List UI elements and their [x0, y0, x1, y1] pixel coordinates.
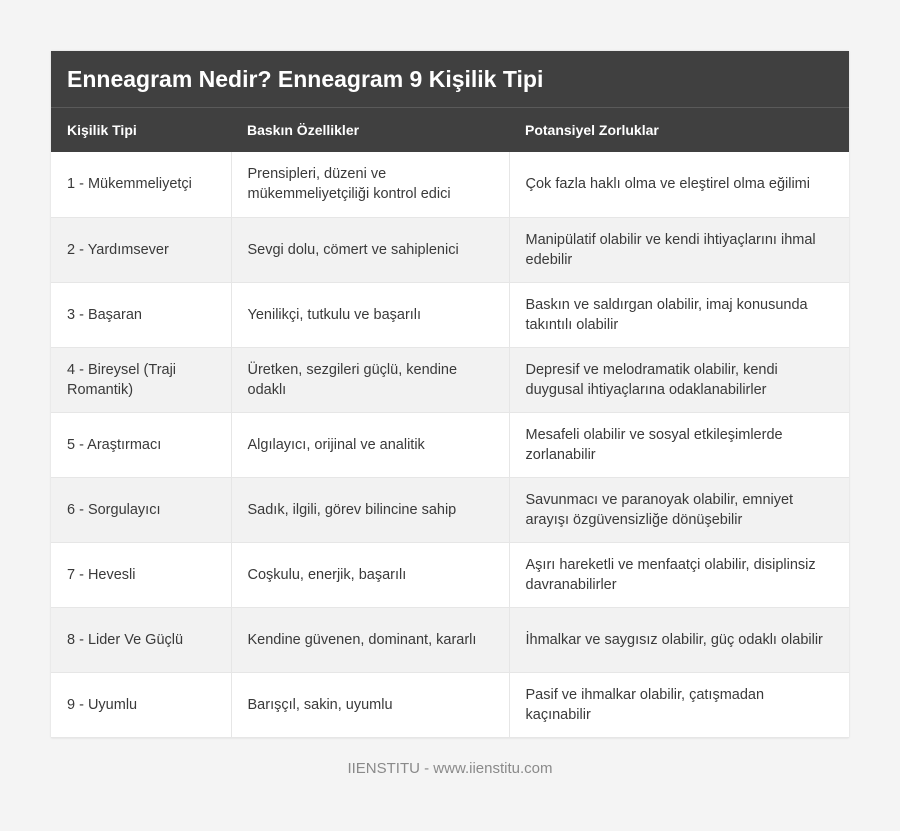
cell-challenges: Aşırı hareketli ve menfaatçi olabilir, disiplinsiz davranabilirler [509, 542, 849, 607]
table-header-row [51, 108, 849, 152]
table-row [51, 672, 849, 737]
cell-type: 6 - Sorgulayıcı [51, 477, 231, 542]
title-bar [51, 51, 849, 108]
cell-type: 2 - Yardımsever [51, 217, 231, 282]
personality-table [51, 108, 849, 738]
table-row [51, 607, 849, 672]
cell-type: 7 - Hevesli [51, 542, 231, 607]
cell-traits: Coşkulu, enerjik, başarılı [231, 542, 509, 607]
cell-challenges: Baskın ve saldırgan olabilir, imaj konusunda takıntılı olabilir [509, 282, 849, 347]
cell-challenges: Pasif ve ihmalkar olabilir, çatışmadan kaçınabilir [509, 672, 849, 737]
table-row [51, 542, 849, 607]
cell-type: 4 - Bireysel (Traji Romantik) [51, 347, 231, 412]
column-header-type: Kişilik Tipi [51, 108, 231, 152]
cell-challenges: Savunmacı ve paranoyak olabilir, emniyet arayışı özgüvensizliğe dönüşebilir [509, 477, 849, 542]
cell-challenges: Mesafeli olabilir ve sosyal etkileşimlerde zorlanabilir [509, 412, 849, 477]
cell-type: 1 - Mükemmeliyetçi [51, 152, 231, 217]
cell-challenges: Depresif ve melodramatik olabilir, kendi duygusal ihtiyaçlarına odaklanabilirler [509, 347, 849, 412]
cell-traits: Üretken, sezgileri güçlü, kendine odaklı [231, 347, 509, 412]
cell-type: 3 - Başaran [51, 282, 231, 347]
cell-challenges: Çok fazla haklı olma ve eleştirel olma eğilimi [509, 152, 849, 217]
cell-traits: Yenilikçi, tutkulu ve başarılı [231, 282, 509, 347]
cell-traits: Kendine güvenen, dominant, kararlı [231, 607, 509, 672]
table-row [51, 217, 849, 282]
footer-credit: IIENSTITU - www.iienstitu.com [347, 760, 553, 777]
cell-type: 5 - Araştırmacı [51, 412, 231, 477]
cell-traits: Sadık, ilgili, görev bilincine sahip [231, 477, 509, 542]
page-title: Enneagram Nedir? Enneagram 9 Kişilik Tipi [67, 65, 544, 92]
cell-traits: Prensipleri, düzeni ve mükemmeliyetçiliği kontrol edici [231, 152, 509, 217]
table-row [51, 152, 849, 217]
column-header-challenges: Potansiyel Zorluklar [509, 108, 849, 152]
table-row [51, 412, 849, 477]
cell-traits: Barışçıl, sakin, uyumlu [231, 672, 509, 737]
table-row [51, 282, 849, 347]
column-header-traits: Baskın Özellikler [231, 108, 509, 152]
cell-type: 8 - Lider Ve Güçlü [51, 607, 231, 672]
cell-type: 9 - Uyumlu [51, 672, 231, 737]
cell-challenges: Manipülatif olabilir ve kendi ihtiyaçlarını ihmal edebilir [509, 217, 849, 282]
cell-challenges: İhmalkar ve saygısız olabilir, güç odaklı olabilir [509, 607, 849, 672]
cell-traits: Algılayıcı, orijinal ve analitik [231, 412, 509, 477]
table-card [51, 51, 849, 738]
table-row [51, 477, 849, 542]
cell-traits: Sevgi dolu, cömert ve sahiplenici [231, 217, 509, 282]
table-row [51, 347, 849, 412]
